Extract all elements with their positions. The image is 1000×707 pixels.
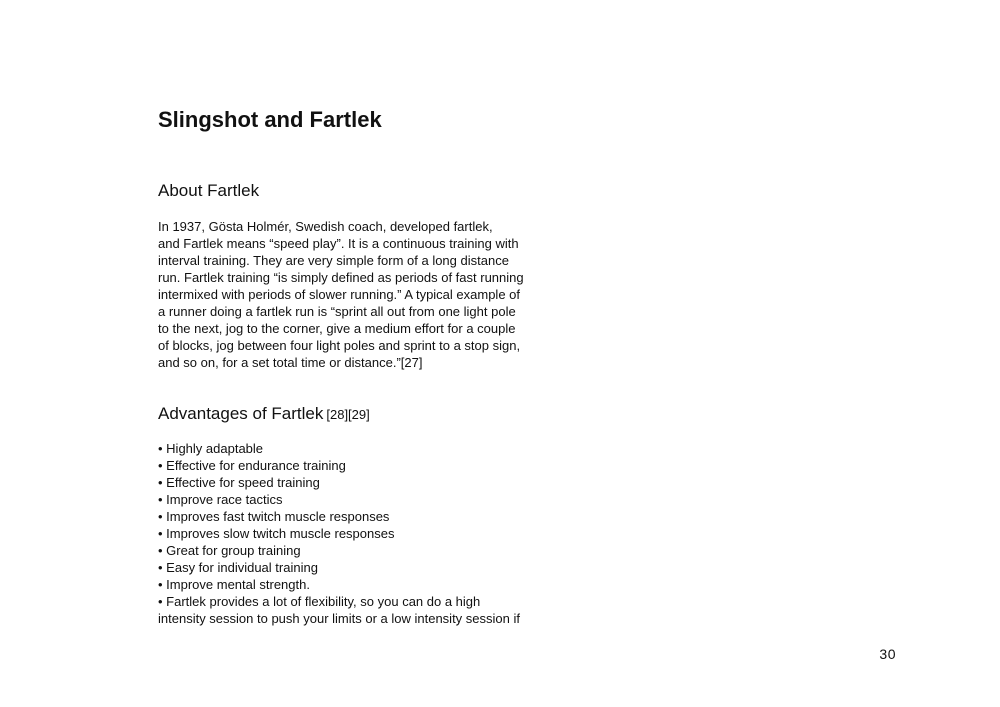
page-title: Slingshot and Fartlek xyxy=(158,107,382,132)
list-item: • Improve mental strength. xyxy=(158,576,538,593)
paragraph-line: of blocks, jog between four light poles and sprint to a stop sign, xyxy=(158,338,521,353)
about-paragraph xyxy=(158,218,538,371)
page-number: 30 xyxy=(879,646,896,662)
paragraph-line: and so on, for a set total time or distance.”[27] xyxy=(158,355,423,370)
list-item: • Easy for individual training xyxy=(158,559,538,576)
paragraph-line: In 1937, Gösta Holmér, Swedish coach, developed fartlek, xyxy=(158,219,493,234)
paragraph-line: run. Fartlek training “is simply defined as periods of fast running xyxy=(158,270,524,285)
list-item: • Improve race tactics xyxy=(158,491,538,508)
list-item: • Improves fast twitch muscle responses xyxy=(158,508,538,525)
advantages-list xyxy=(158,440,538,627)
list-item: • Improves slow twitch muscle responses xyxy=(158,525,538,542)
list-item: • Great for group training xyxy=(158,542,538,559)
paragraph-line: interval training. They are very simple form of a long distance xyxy=(158,253,509,268)
section-heading-about: About Fartlek xyxy=(158,181,260,200)
paragraph-line: intermixed with periods of slower running.” A typical example of xyxy=(158,287,521,302)
list-item: • Effective for speed training xyxy=(158,474,538,491)
list-item: • Fartlek provides a lot of flexibility, so you can do a high xyxy=(158,593,538,610)
list-item: • Highly adaptable xyxy=(158,440,538,457)
citation-refs: [28][29] xyxy=(326,407,370,422)
paragraph-line: a runner doing a fartlek run is “sprint all out from one light pole xyxy=(158,304,516,319)
list-item: • Effective for endurance training xyxy=(158,457,538,474)
paragraph-line: and Fartlek means “speed play”. It is a continuous training with xyxy=(158,236,519,251)
section-heading-advantages xyxy=(158,403,370,426)
list-item-continuation: intensity session to push your limits or a low intensity session if xyxy=(158,611,520,626)
paragraph-line: to the next, jog to the corner, give a medium effort for a couple xyxy=(158,321,516,336)
advantages-heading-text: Advantages of Fartlek xyxy=(158,404,324,423)
